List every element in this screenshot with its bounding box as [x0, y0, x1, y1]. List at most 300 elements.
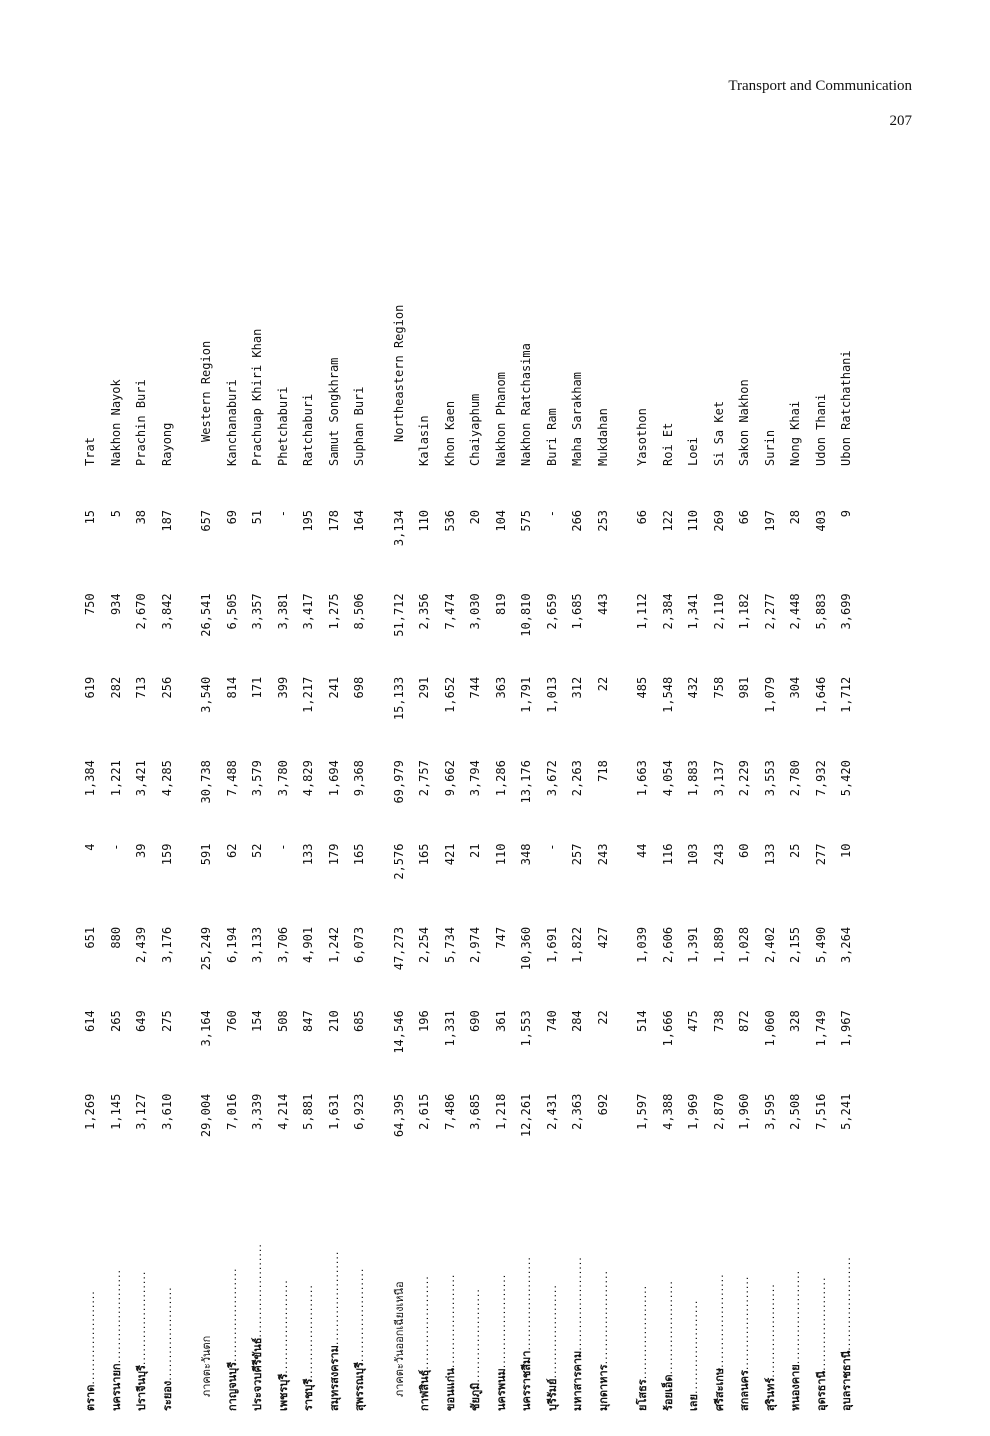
value-cell-6: 619	[83, 676, 97, 699]
value-cell-4: 421	[442, 843, 457, 866]
thai-name: มหาสารคาม	[571, 1350, 584, 1411]
province-row	[681, 208, 707, 1413]
value-cell-6: 1,217	[301, 676, 315, 713]
leader-dots: .....................	[469, 1288, 482, 1383]
value-cell-5: 7,932	[813, 760, 828, 797]
english-name: Ubon Ratchathani	[839, 350, 853, 466]
thai-name-cell	[220, 1167, 246, 1413]
province-row	[463, 208, 489, 1413]
value-cell-3: 1,391	[686, 926, 700, 964]
value-cell-2: 154	[250, 1010, 264, 1032]
thai-name: สุพรรณบุรี	[353, 1362, 366, 1411]
leader-dots: .....................	[276, 1279, 290, 1374]
thai-name-cell	[463, 1167, 489, 1413]
value-cell-2: 760	[224, 1010, 239, 1032]
province-row	[220, 208, 246, 1413]
value-cell-7: 5,883	[813, 593, 828, 630]
thai-name: ร้อยเอ็ด	[661, 1374, 675, 1411]
value-cell-6: 304	[788, 676, 802, 699]
value-cell-5: 3,137	[711, 760, 726, 797]
value-cell-1: 3,685	[468, 1093, 482, 1130]
value-cell-3: 427	[595, 926, 610, 949]
thai-name-cell	[245, 1167, 271, 1413]
value-cell-4: -	[108, 843, 123, 851]
province-row	[104, 208, 130, 1413]
value-cell-8: 104	[493, 509, 508, 532]
thai-name: ราชบุรี	[302, 1378, 315, 1411]
value-cell-8: 657	[199, 509, 213, 532]
value-cell-5: 9,368	[352, 760, 366, 797]
value-cell-7: 3,357	[250, 593, 264, 630]
value-cell-3: 880	[108, 926, 123, 949]
thai-name: นครพนม	[494, 1368, 508, 1411]
value-cell-1: 1,960	[737, 1093, 751, 1130]
value-cell-2: 22	[595, 1010, 610, 1025]
value-cell-3: 2,974	[468, 926, 482, 964]
value-cell-5: 1,384	[83, 760, 97, 797]
value-cell-8: -	[544, 509, 559, 518]
thai-name: นครราชสีมา	[520, 1350, 533, 1411]
value-cell-8: 66	[635, 509, 649, 525]
leader-dots: .....................	[840, 1256, 853, 1351]
value-cell-8: 164	[352, 509, 366, 532]
value-cell-8: 122	[660, 509, 675, 532]
value-cell-1: 6,923	[352, 1093, 366, 1130]
thai-name-cell	[758, 1167, 784, 1413]
section-title: Transport and Communication	[728, 78, 912, 94]
value-cell-2: 210	[326, 1010, 341, 1032]
english-name: Nong Khai	[788, 400, 802, 466]
value-cell-2: 475	[686, 1010, 700, 1032]
province-row	[514, 208, 540, 1413]
value-cell-1: 12,261	[519, 1093, 533, 1138]
value-cell-6: 399	[275, 676, 290, 699]
value-cell-2: 740	[544, 1010, 559, 1032]
english-name: Maha Sarakham	[570, 372, 584, 466]
leader-dots: .....................	[571, 1256, 584, 1351]
value-cell-7: 2,670	[134, 593, 148, 630]
value-cell-8: 536	[442, 509, 457, 532]
value-cell-1: 4,214	[275, 1093, 290, 1130]
value-cell-5: 4,829	[301, 760, 315, 797]
value-cell-5: 7,488	[224, 760, 239, 797]
value-cell-4: 110	[493, 843, 508, 866]
thai-name-cell	[809, 1167, 835, 1413]
value-cell-2: 361	[493, 1010, 508, 1032]
value-cell-4: 44	[635, 843, 649, 858]
value-cell-5: 3,794	[468, 760, 482, 797]
value-cell-6: 1,548	[660, 676, 675, 713]
value-cell-5: 1,286	[493, 760, 508, 797]
thai-name-cell	[194, 1167, 220, 1413]
leader-dots: .....................	[763, 1283, 777, 1378]
value-cell-6: 1,791	[519, 676, 533, 713]
value-cell-7: 8,506	[352, 593, 366, 630]
english-name: Nakhon Ratchasima	[519, 343, 533, 466]
value-cell-1: 5,881	[301, 1093, 315, 1130]
thai-name: ยโสธร	[636, 1379, 649, 1411]
value-cell-8: 110	[417, 509, 431, 532]
value-cell-1: 1,597	[635, 1093, 649, 1130]
leader-dots: .....................	[494, 1273, 508, 1369]
province-row	[758, 208, 784, 1413]
value-cell-4: 116	[660, 843, 675, 866]
province-row	[155, 208, 181, 1413]
leader-dots: .....................	[84, 1290, 97, 1385]
value-cell-2: 872	[737, 1010, 751, 1032]
thai-name-cell	[78, 1167, 104, 1413]
value-cell-1: 1,269	[83, 1093, 97, 1130]
value-cell-8: 38	[134, 509, 148, 525]
value-cell-1: 2,508	[788, 1093, 802, 1130]
leader-dots: .....................	[109, 1268, 123, 1364]
value-cell-8: 403	[813, 509, 828, 532]
value-cell-5: 2,757	[417, 760, 431, 797]
value-cell-5: 4,054	[660, 760, 675, 797]
value-cell-6: 3,540	[199, 676, 213, 713]
value-cell-5: 3,553	[762, 760, 777, 797]
english-name: Ratchaburi	[301, 393, 315, 466]
thai-name-cell	[387, 1167, 413, 1413]
english-name: Yasothon	[635, 408, 649, 466]
value-cell-8: 3,134	[391, 509, 406, 547]
value-cell-1: 3,127	[134, 1093, 148, 1130]
value-cell-1: 1,218	[493, 1093, 508, 1130]
value-cell-6: 744	[468, 676, 482, 699]
province-row	[271, 208, 297, 1413]
thai-name: ขอนแก่น	[443, 1368, 457, 1411]
value-cell-3: 1,242	[326, 926, 341, 964]
value-cell-1: 3,610	[159, 1093, 174, 1130]
value-cell-4: -	[275, 843, 290, 851]
thai-name-cell	[271, 1167, 297, 1413]
leader-dots: .....................	[251, 1243, 264, 1338]
leader-dots: .....................	[353, 1267, 366, 1363]
value-cell-6: 485	[635, 676, 649, 699]
value-cell-3: 6,194	[224, 926, 239, 964]
province-row	[591, 208, 617, 1413]
leader-dots: .....................	[789, 1269, 802, 1365]
english-name: Chaiyaphum	[468, 393, 482, 466]
value-cell-3: 2,606	[660, 926, 675, 964]
value-cell-7: 3,699	[839, 593, 853, 630]
thai-name: ภาคตะวันตก	[200, 1335, 213, 1397]
value-cell-8: 253	[595, 509, 610, 532]
english-name: Khon Kaen	[442, 400, 457, 466]
value-cell-1: 1,969	[686, 1093, 700, 1130]
value-cell-8: -	[275, 509, 290, 518]
thai-name-cell	[296, 1167, 322, 1413]
value-cell-7: 3,381	[275, 593, 290, 630]
value-cell-7: 10,810	[519, 593, 533, 637]
value-cell-3: 47,273	[391, 926, 406, 971]
value-cell-5: 3,672	[544, 760, 559, 797]
english-name: Udon Thani	[813, 393, 828, 466]
province-row	[438, 208, 464, 1413]
english-name: Buri Ram	[544, 408, 559, 466]
value-cell-1: 7,486	[442, 1093, 457, 1130]
value-cell-3: 4,901	[301, 926, 315, 964]
leader-dots: .....................	[545, 1284, 559, 1379]
value-cell-4: 257	[570, 843, 584, 866]
value-cell-8: 197	[762, 509, 777, 532]
value-cell-6: 758	[711, 676, 726, 699]
value-cell-6: 713	[134, 676, 148, 699]
thai-name: ตราด	[84, 1384, 97, 1411]
province-row	[322, 208, 348, 1413]
value-cell-8: 20	[468, 509, 482, 525]
value-cell-3: 2,402	[762, 926, 777, 964]
province-row	[809, 208, 835, 1413]
english-name: Northeastern Region	[391, 304, 406, 442]
leader-dots: .....................	[596, 1269, 610, 1365]
province-row	[834, 208, 860, 1413]
english-name: Prachin Buri	[134, 379, 148, 466]
value-cell-2: 649	[134, 1010, 148, 1032]
thai-name: ประจวบคีรีขันธ์	[251, 1337, 264, 1411]
leader-dots: .....................	[636, 1284, 649, 1380]
value-cell-8: 9	[839, 509, 853, 518]
value-cell-6: 171	[250, 676, 264, 699]
thai-name-cell	[681, 1167, 707, 1413]
value-cell-3: 3,264	[839, 926, 853, 964]
value-cell-2: 738	[711, 1010, 726, 1032]
thai-name: หนองคาย	[789, 1364, 802, 1411]
leader-dots: .....................	[225, 1267, 239, 1362]
value-cell-4: 277	[813, 843, 828, 866]
value-cell-7: 26,541	[199, 593, 213, 637]
value-cell-8: 110	[686, 509, 700, 532]
group-spacer	[180, 208, 194, 1413]
value-cell-7: 443	[595, 593, 610, 616]
region-row	[387, 208, 413, 1413]
value-cell-2: 847	[301, 1010, 315, 1032]
thai-name-cell	[834, 1167, 860, 1413]
value-cell-8: 15	[83, 509, 97, 525]
group-spacer	[616, 208, 630, 1413]
thai-name: สุรินทร์	[763, 1377, 777, 1411]
value-cell-8: 69	[224, 509, 239, 525]
value-cell-6: 256	[159, 676, 174, 699]
value-cell-4: 243	[595, 843, 610, 866]
value-cell-3: 5,734	[442, 926, 457, 964]
value-cell-1: 3,339	[250, 1093, 264, 1130]
leader-dots: .....................	[687, 1299, 700, 1395]
value-cell-6: 241	[326, 676, 341, 699]
province-row	[540, 208, 566, 1413]
value-cell-5: 3,780	[275, 760, 290, 797]
value-cell-2: 1,553	[519, 1010, 533, 1047]
value-cell-7: 2,356	[417, 593, 431, 630]
leader-dots: .....................	[712, 1273, 726, 1368]
value-cell-2: 690	[468, 1010, 482, 1032]
value-cell-7: 934	[108, 593, 123, 616]
value-cell-1: 1,145	[108, 1093, 123, 1130]
value-cell-7: 2,448	[788, 593, 802, 630]
value-cell-7: 2,659	[544, 593, 559, 630]
value-cell-6: 15,133	[391, 676, 406, 721]
thai-name-cell	[630, 1167, 656, 1413]
value-cell-7: 7,474	[442, 593, 457, 630]
value-cell-2: 614	[83, 1010, 97, 1032]
value-cell-1: 2,615	[417, 1093, 431, 1130]
province-row	[489, 208, 515, 1413]
value-cell-3: 2,439	[134, 926, 148, 964]
value-cell-4: 60	[737, 843, 751, 858]
english-name: Kanchanaburi	[224, 379, 239, 466]
value-cell-4: 4	[83, 843, 97, 851]
leader-dots: .....................	[520, 1256, 533, 1351]
thai-name-cell	[438, 1167, 464, 1413]
thai-name-cell	[565, 1167, 591, 1413]
value-cell-4: 348	[519, 843, 533, 866]
value-cell-4: 103	[686, 843, 700, 866]
value-cell-3: 651	[83, 926, 97, 949]
value-cell-1: 1,631	[326, 1093, 341, 1130]
leader-dots: .....................	[738, 1275, 751, 1371]
province-row	[78, 208, 104, 1413]
value-cell-5: 2,263	[570, 760, 584, 797]
english-name: Trat	[83, 437, 97, 466]
english-name: Western Region	[199, 340, 213, 442]
value-cell-4: 165	[417, 843, 431, 866]
value-cell-3: 2,254	[417, 926, 431, 964]
value-cell-1: 3,595	[762, 1093, 777, 1130]
value-cell-8: 269	[711, 509, 726, 532]
value-cell-1: 7,016	[224, 1093, 239, 1130]
value-cell-2: 3,164	[199, 1010, 213, 1047]
english-name: Kalasin	[417, 415, 431, 466]
value-cell-2: 1,666	[660, 1010, 675, 1047]
thai-name: ศรีสะเกษ	[712, 1367, 726, 1411]
thai-name: ภาคตะวันออกเฉียงเหนือ	[392, 1281, 406, 1397]
value-cell-7: 1,341	[686, 593, 700, 630]
leader-dots: .....................	[443, 1273, 457, 1369]
value-cell-3: 3,133	[250, 926, 264, 964]
thai-name-cell	[514, 1167, 540, 1413]
thai-name: เพชรบุรี	[276, 1373, 290, 1411]
value-cell-6: 981	[737, 676, 751, 699]
value-cell-2: 196	[417, 1010, 431, 1032]
value-cell-2: 265	[108, 1010, 123, 1032]
leader-dots: .....................	[135, 1270, 148, 1366]
thai-name: ชัยภูมิ	[469, 1382, 482, 1411]
value-cell-6: 363	[493, 676, 508, 699]
value-cell-4: 133	[762, 843, 777, 866]
value-cell-6: 1,013	[544, 676, 559, 713]
value-cell-6: 291	[417, 676, 431, 699]
value-cell-4: 21	[468, 843, 482, 858]
value-cell-4: 52	[250, 843, 264, 858]
value-cell-4: 133	[301, 843, 315, 866]
value-cell-4: 39	[134, 843, 148, 858]
value-cell-1: 29,004	[199, 1093, 213, 1138]
value-cell-7: 6,505	[224, 593, 239, 630]
value-cell-8: 178	[326, 509, 341, 532]
value-cell-2: 14,546	[391, 1010, 406, 1054]
value-cell-4: 10	[839, 843, 853, 858]
value-cell-3: 1,028	[737, 926, 751, 964]
province-row	[245, 208, 271, 1413]
value-cell-6: 312	[570, 676, 584, 699]
value-cell-8: 575	[519, 509, 533, 532]
value-cell-8: 51	[250, 509, 264, 525]
thai-name-cell	[129, 1167, 155, 1413]
value-cell-1: 5,241	[839, 1093, 853, 1130]
province-row	[783, 208, 809, 1413]
value-cell-1: 2,870	[711, 1093, 726, 1130]
region-row	[194, 208, 220, 1413]
leader-dots: .....................	[814, 1276, 828, 1371]
statistics-table	[78, 208, 860, 1413]
rotated-table-block	[78, 208, 900, 1413]
value-cell-1: 2,363	[570, 1093, 584, 1130]
value-cell-7: 3,842	[159, 593, 174, 630]
english-name: Nakhon Nayok	[108, 379, 123, 466]
value-cell-5: 3,421	[134, 760, 148, 797]
thai-name-cell	[732, 1167, 758, 1413]
thai-name: มุกดาหาร	[596, 1364, 610, 1411]
thai-name: กาฬสินธุ์	[418, 1369, 431, 1411]
value-cell-7: 2,277	[762, 593, 777, 630]
province-row	[732, 208, 758, 1413]
value-cell-4: 165	[352, 843, 366, 866]
thai-name: สกลนคร	[738, 1370, 751, 1411]
value-cell-5: 69,979	[391, 760, 406, 804]
english-name: Mukdahan	[595, 408, 610, 466]
value-cell-4: 591	[199, 843, 213, 866]
thai-name-cell	[155, 1167, 181, 1413]
value-cell-2: 1,749	[813, 1010, 828, 1047]
value-cell-5: 13,176	[519, 760, 533, 804]
value-cell-5: 718	[595, 760, 610, 782]
value-cell-5: 2,780	[788, 760, 802, 797]
english-name: Suphan Buri	[352, 386, 366, 466]
value-cell-3: 2,155	[788, 926, 802, 964]
value-cell-1: 7,516	[813, 1093, 828, 1130]
thai-name: สมุทรสงคราม	[327, 1345, 341, 1411]
thai-name: ปราจีนบุรี	[135, 1365, 148, 1411]
leader-dots: .....................	[160, 1286, 174, 1381]
province-row	[129, 208, 155, 1413]
province-row	[565, 208, 591, 1413]
thai-name: กาญจนบุรี	[225, 1361, 239, 1411]
leader-dots: .....................	[302, 1284, 315, 1379]
province-row	[296, 208, 322, 1413]
english-name: Loei	[686, 437, 700, 466]
value-cell-3: 1,691	[544, 926, 559, 964]
thai-name: เลย	[687, 1394, 700, 1411]
thai-name-cell	[540, 1167, 566, 1413]
thai-name-cell	[591, 1167, 617, 1413]
value-cell-2: 1,331	[442, 1010, 457, 1047]
value-cell-8: 195	[301, 509, 315, 532]
value-cell-4: 159	[159, 843, 174, 866]
value-cell-3: 1,889	[711, 926, 726, 964]
thai-name: ระยอง	[160, 1380, 174, 1411]
thai-name: อุดรธานี	[814, 1370, 828, 1411]
value-cell-5: 1,663	[635, 760, 649, 797]
english-name: Nakhon Phanom	[493, 372, 508, 466]
page-number: 207	[889, 113, 912, 129]
value-cell-3: 747	[493, 926, 508, 949]
value-cell-3: 6,073	[352, 926, 366, 964]
value-cell-1: 64,395	[391, 1093, 406, 1138]
value-cell-7: 819	[493, 593, 508, 616]
thai-name-cell	[412, 1167, 438, 1413]
province-row	[656, 208, 682, 1413]
leader-dots: .....................	[418, 1275, 431, 1370]
